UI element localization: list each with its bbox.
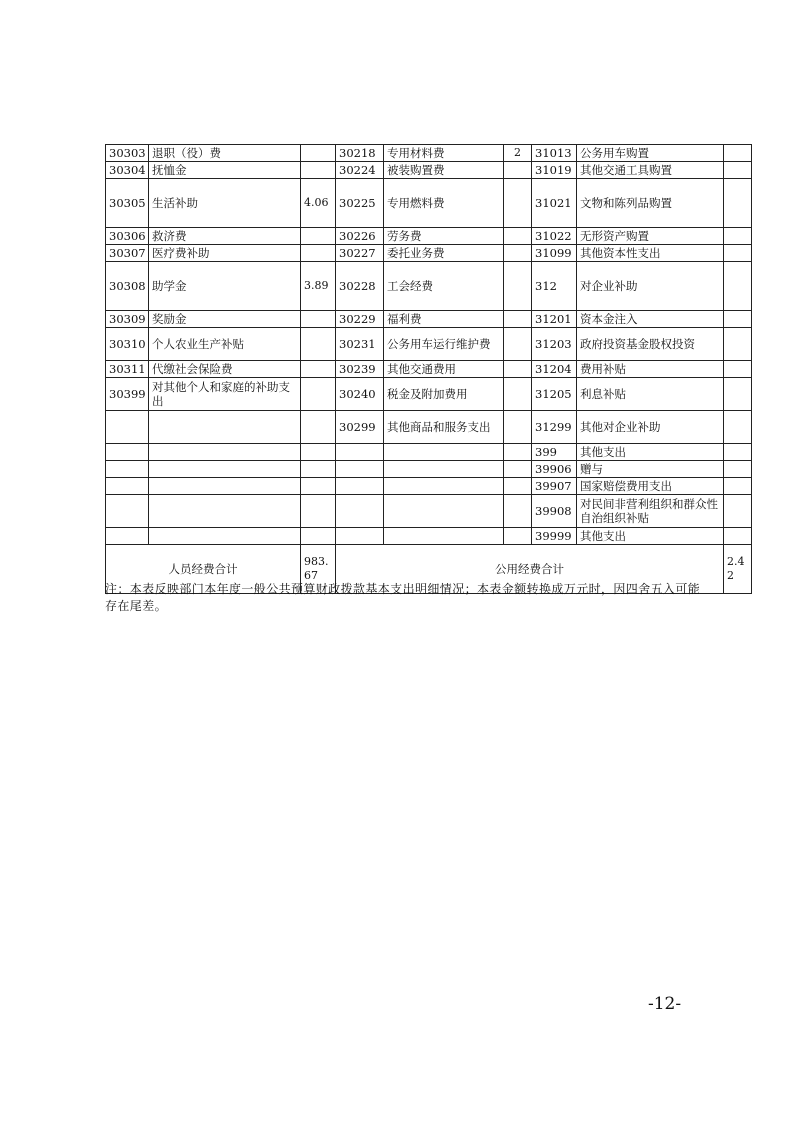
econ-name-cell (384, 444, 504, 461)
econ-code-cell: 30229 (336, 311, 384, 328)
econ-name-cell: 其他交通费用 (384, 361, 504, 378)
econ-name-cell: 其他交通工具购置 (577, 162, 724, 179)
amount-cell (504, 461, 532, 478)
econ-name-cell: 救济费 (149, 228, 301, 245)
econ-name-cell: 委托业务费 (384, 245, 504, 262)
table-row (106, 444, 752, 461)
amount-cell (301, 162, 336, 179)
amount-cell (301, 528, 336, 545)
amount-cell: 2 (504, 145, 532, 162)
econ-code-cell: 312 (532, 262, 577, 311)
econ-code-cell (336, 444, 384, 461)
econ-code-cell: 39907 (532, 478, 577, 495)
econ-code-cell: 39999 (532, 528, 577, 545)
amount-cell (504, 444, 532, 461)
expenditure-detail-table (105, 144, 752, 594)
amount-cell (301, 478, 336, 495)
table-footnote: 注：本表反映部门本年度一般公共预算财政拨款基本支出明细情况；本表金额转换成万元时，因四舍五入可能存在尾差。 (105, 582, 701, 613)
econ-code-cell: 30304 (106, 162, 149, 179)
econ-name-cell (149, 478, 301, 495)
econ-code-cell: 31013 (532, 145, 577, 162)
amount-cell (301, 228, 336, 245)
econ-code-cell: 39906 (532, 461, 577, 478)
econ-name-cell: 费用补贴 (577, 361, 724, 378)
econ-code-cell: 39908 (532, 495, 577, 528)
econ-code-cell (106, 495, 149, 528)
amount-cell (504, 411, 532, 444)
econ-name-cell: 资本金注入 (577, 311, 724, 328)
econ-name-cell: 其他商品和服务支出 (384, 411, 504, 444)
econ-code-cell (336, 528, 384, 545)
econ-code-cell: 30299 (336, 411, 384, 444)
econ-code-cell (106, 411, 149, 444)
econ-name-cell: 医疗费补助 (149, 245, 301, 262)
amount-cell (724, 478, 752, 495)
table-row (106, 495, 752, 528)
econ-name-cell (384, 528, 504, 545)
amount-cell (504, 378, 532, 411)
econ-name-cell (149, 411, 301, 444)
econ-code-cell (106, 444, 149, 461)
amount-cell: 4.06 (301, 179, 336, 228)
amount-cell (504, 361, 532, 378)
amount-cell (724, 361, 752, 378)
amount-cell (504, 179, 532, 228)
amount-cell (724, 328, 752, 361)
econ-name-cell: 政府投资基金股权投资 (577, 328, 724, 361)
amount-cell (724, 179, 752, 228)
amount-cell (724, 145, 752, 162)
amount-cell (301, 411, 336, 444)
amount-cell (504, 228, 532, 245)
econ-code-cell: 31205 (532, 378, 577, 411)
amount-cell (301, 378, 336, 411)
table-row (106, 411, 752, 444)
personnel-total-label: 人员经费合计 (106, 545, 301, 594)
amount-cell (504, 328, 532, 361)
econ-name-cell: 利息补贴 (577, 378, 724, 411)
table-row (106, 245, 752, 262)
econ-name-cell: 公务用车购置 (577, 145, 724, 162)
amount-cell (724, 444, 752, 461)
public-total-label: 公用经费合计 (336, 545, 724, 594)
amount-cell (504, 162, 532, 179)
econ-code-cell: 30305 (106, 179, 149, 228)
table-row (106, 461, 752, 478)
econ-code-cell: 31299 (532, 411, 577, 444)
econ-name-cell (384, 478, 504, 495)
econ-name-cell: 劳务费 (384, 228, 504, 245)
econ-name-cell: 工会经费 (384, 262, 504, 311)
econ-name-cell (149, 461, 301, 478)
econ-code-cell (336, 495, 384, 528)
econ-name-cell: 对其他个人和家庭的补助支出 (149, 378, 301, 411)
amount-cell (301, 328, 336, 361)
econ-code-cell: 30240 (336, 378, 384, 411)
econ-name-cell: 对企业补助 (577, 262, 724, 311)
econ-code-cell: 31201 (532, 311, 577, 328)
econ-code-cell: 31203 (532, 328, 577, 361)
econ-name-cell: 其他支出 (577, 528, 724, 545)
econ-code-cell: 30227 (336, 245, 384, 262)
table-row (106, 228, 752, 245)
amount-cell (724, 495, 752, 528)
econ-name-cell: 其他对企业补助 (577, 411, 724, 444)
econ-name-cell: 代缴社会保险费 (149, 361, 301, 378)
amount-cell (724, 262, 752, 311)
econ-name-cell (149, 444, 301, 461)
amount-cell (724, 228, 752, 245)
table-row (106, 311, 752, 328)
econ-name-cell: 其他资本性支出 (577, 245, 724, 262)
table-row (106, 528, 752, 545)
econ-name-cell: 税金及附加费用 (384, 378, 504, 411)
amount-cell (301, 311, 336, 328)
econ-code-cell: 30308 (106, 262, 149, 311)
econ-code-cell: 30311 (106, 361, 149, 378)
econ-name-cell: 退职（役）费 (149, 145, 301, 162)
econ-code-cell: 30224 (336, 162, 384, 179)
econ-code-cell: 30303 (106, 145, 149, 162)
econ-name-cell: 公务用车运行维护费 (384, 328, 504, 361)
econ-name-cell: 国家赔偿费用支出 (577, 478, 724, 495)
table-row (106, 361, 752, 378)
econ-name-cell: 专用材料费 (384, 145, 504, 162)
table-row (106, 179, 752, 228)
amount-cell (504, 245, 532, 262)
econ-name-cell: 赠与 (577, 461, 724, 478)
econ-name-cell (384, 461, 504, 478)
econ-name-cell (384, 495, 504, 528)
econ-code-cell: 30309 (106, 311, 149, 328)
amount-cell (724, 378, 752, 411)
econ-code-cell: 31022 (532, 228, 577, 245)
econ-name-cell: 福利费 (384, 311, 504, 328)
table-row (106, 262, 752, 311)
amount-cell (504, 311, 532, 328)
econ-name-cell: 抚恤金 (149, 162, 301, 179)
amount-cell (301, 145, 336, 162)
econ-code-cell: 31021 (532, 179, 577, 228)
amount-cell (724, 311, 752, 328)
econ-code-cell: 30226 (336, 228, 384, 245)
amount-cell (504, 528, 532, 545)
econ-code-cell (106, 478, 149, 495)
public-total-value: 2.42 (724, 545, 752, 594)
econ-code-cell: 31099 (532, 245, 577, 262)
amount-cell (301, 461, 336, 478)
econ-name-cell: 文物和陈列品购置 (577, 179, 724, 228)
econ-code-cell: 30307 (106, 245, 149, 262)
econ-name-cell (149, 495, 301, 528)
amount-cell (724, 528, 752, 545)
econ-name-cell: 对民间非营利组织和群众性自治组织补贴 (577, 495, 724, 528)
table-row (106, 328, 752, 361)
econ-code-cell (106, 461, 149, 478)
amount-cell (301, 444, 336, 461)
table-row (106, 378, 752, 411)
econ-code-cell (106, 528, 149, 545)
econ-name-cell: 奖励金 (149, 311, 301, 328)
econ-code-cell: 30231 (336, 328, 384, 361)
amount-cell (724, 411, 752, 444)
amount-cell (301, 495, 336, 528)
amount-cell (301, 361, 336, 378)
amount-cell (301, 245, 336, 262)
econ-name-cell: 被装购置费 (384, 162, 504, 179)
econ-code-cell: 30399 (106, 378, 149, 411)
econ-name-cell: 个人农业生产补贴 (149, 328, 301, 361)
econ-code-cell: 30218 (336, 145, 384, 162)
personnel-total-value: 983.67 (301, 545, 336, 594)
econ-name-cell: 无形资产购置 (577, 228, 724, 245)
econ-code-cell: 30228 (336, 262, 384, 311)
amount-cell (724, 461, 752, 478)
econ-name-cell: 专用燃料费 (384, 179, 504, 228)
table-row (106, 162, 752, 179)
amount-cell (504, 262, 532, 311)
econ-code-cell: 31204 (532, 361, 577, 378)
amount-cell (504, 478, 532, 495)
table-row (106, 478, 752, 495)
page-number: -12- (648, 994, 682, 1014)
econ-code-cell (336, 478, 384, 495)
econ-code-cell: 31019 (532, 162, 577, 179)
econ-name-cell: 生活补助 (149, 179, 301, 228)
amount-cell: 3.89 (301, 262, 336, 311)
econ-code-cell: 30225 (336, 179, 384, 228)
econ-code-cell: 399 (532, 444, 577, 461)
amount-cell (724, 162, 752, 179)
econ-code-cell (336, 461, 384, 478)
econ-name-cell: 其他支出 (577, 444, 724, 461)
econ-name-cell: 助学金 (149, 262, 301, 311)
econ-code-cell: 30239 (336, 361, 384, 378)
econ-name-cell (149, 528, 301, 545)
amount-cell (724, 245, 752, 262)
table-row (106, 145, 752, 162)
econ-code-cell: 30310 (106, 328, 149, 361)
amount-cell (504, 495, 532, 528)
econ-code-cell: 30306 (106, 228, 149, 245)
